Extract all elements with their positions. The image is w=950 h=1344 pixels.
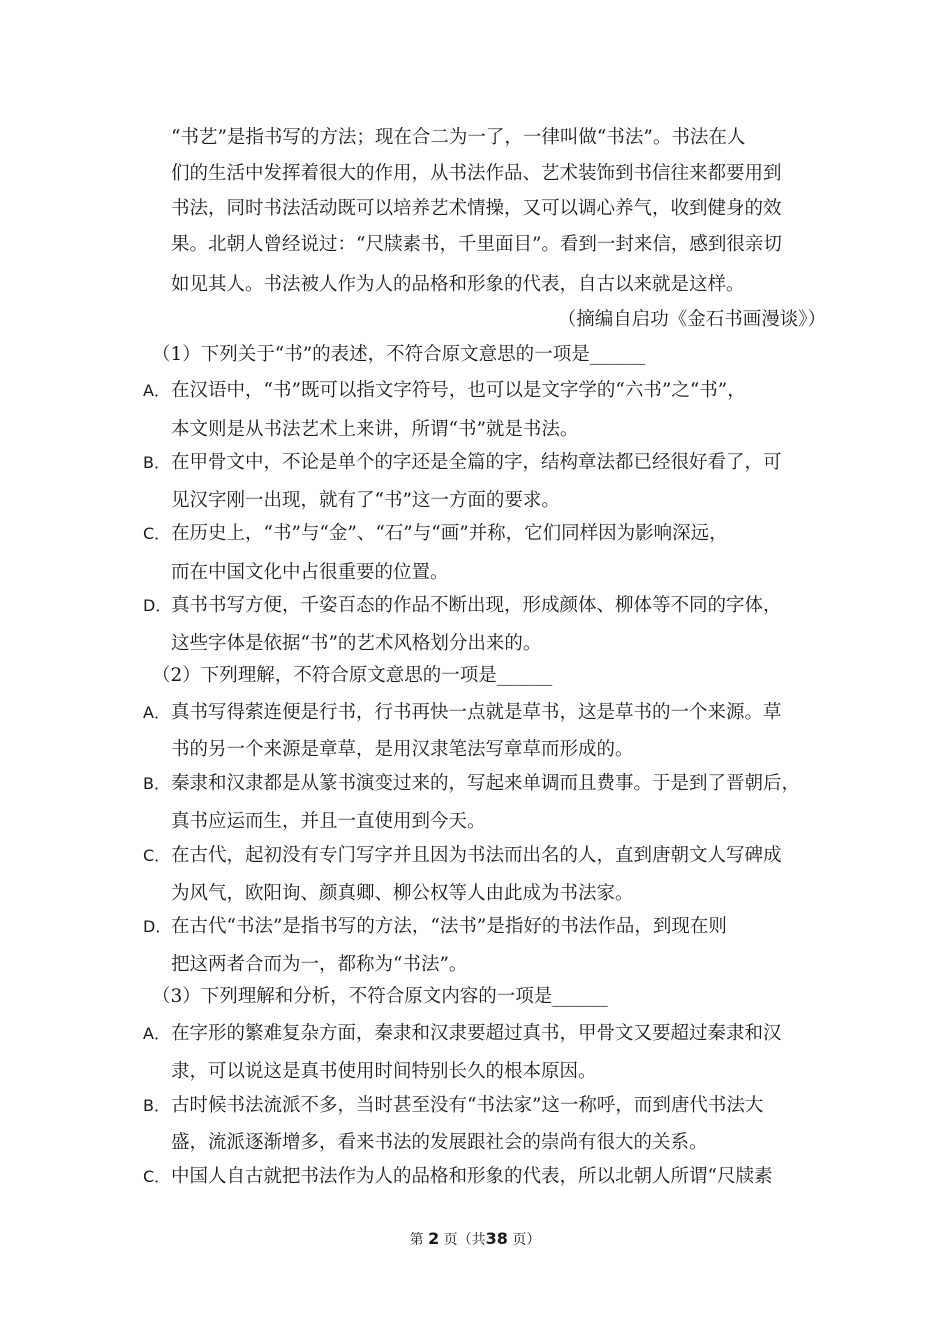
question-3-stem: （3）下列理解和分析，不符合原文内容的一项是______ [152, 986, 608, 1007]
passage-line: 果。北朝人曾经说过：“尺牍素书，千里面目”。看到一封来信，感到很亲切 [171, 234, 782, 255]
q1-option-b-cont: 见汉字刚一出现，就有了“书”这一方面的要求。 [171, 490, 560, 511]
q1-option-d [143, 594, 782, 618]
passage-line: 如见其人。书法被人作为人的品格和形象的代表，自古以来就是这样。 [171, 274, 745, 295]
option-label: A． [143, 703, 170, 722]
passage-line: “书艺”是指书写的方法；现在合二为一了，一律叫做“书法”。书法在人 [171, 127, 746, 148]
option-label: C． [143, 524, 171, 543]
q2-option-d-cont: 把这两者合而为一，都称为“书法”。 [171, 954, 468, 975]
page-footer [0, 1229, 950, 1250]
q3-option-a [143, 1022, 782, 1046]
option-label: B． [143, 1096, 170, 1115]
footer-suffix: 页） [512, 1232, 541, 1248]
option-label: D． [143, 596, 172, 615]
option-label: D． [143, 917, 172, 936]
question-2-stem: （2）下列理解，不符合原文意思的一项是______ [152, 665, 553, 686]
option-text: 在汉语中，“书”既可以指文字符号，也可以是文字学的“六书”之“书”， [171, 380, 746, 401]
q3-option-b [143, 1094, 763, 1118]
option-text: 在历史上，“书”与“金”、“石”与“画”并称，它们同样因为影响深远， [171, 523, 728, 544]
footer-middle: 页（共 [443, 1232, 486, 1248]
option-label: B． [143, 453, 170, 472]
option-label: A． [143, 381, 170, 400]
option-text: 真书书写方便，千姿百态的作品不断出现，形成颜体、柳体等不同的字体， [171, 595, 782, 616]
option-text: 在古代“书法”是指书写的方法，“法书”是指好的书法作品，到现在则 [171, 916, 727, 937]
q1-option-c-cont: 而在中国文化中占很重要的位置。 [171, 562, 449, 583]
option-label: B． [143, 774, 170, 793]
passage-source: （摘编自启功《金石书画漫谈》） [557, 309, 826, 330]
option-label: C． [143, 846, 171, 865]
q1-option-d-cont: 这些字体是依据“书”的艺术风格划分出来的。 [171, 633, 542, 654]
q1-option-a-cont: 本文则是从书法艺术上来讲，所谓“书”就是书法。 [171, 419, 579, 440]
q2-option-a-cont: 书的另一个来源是章草，是用汉隶笔法写章草而形成的。 [171, 739, 634, 760]
page-number: 2 [428, 1229, 440, 1248]
footer-prefix: 第 [409, 1232, 424, 1248]
q2-option-b [143, 772, 800, 796]
q2-option-d [143, 915, 727, 939]
option-text: 真书写得萦连便是行书，行书再快一点就是草书，这是草书的一个来源。草 [171, 702, 782, 723]
option-text: 秦隶和汉隶都是从篆书演变过来的，写起来单调而且费事。于是到了晋朝后， [171, 773, 801, 794]
option-text: 古时候书法流派不多，当时甚至没有“书法家”这一称呼，而到唐代书法大 [171, 1095, 764, 1116]
option-label: A． [143, 1024, 170, 1043]
option-text: 在字形的繁难复杂方面，秦隶和汉隶要超过真书，甲骨文又要超过秦隶和汉 [171, 1023, 782, 1044]
option-text: 在甲骨文中，不论是单个的字还是全篇的字，结构章法都已经很好看了，可 [171, 452, 782, 473]
q3-option-a-cont: 隶，可以说这是真书使用时间特别长久的根本原因。 [171, 1061, 597, 1082]
passage-line: 们的生活中发挥着很大的作用，从书法作品、艺术装饰到书信往来都要用到 [171, 163, 782, 184]
q3-option-b-cont: 盛，流派逐渐增多，看来书法的发展跟社会的崇尚有很大的关系。 [171, 1132, 708, 1153]
passage-line: 书法，同时书法活动既可以培养艺术情操，又可以调心养气，收到健身的效 [171, 198, 782, 219]
q2-option-b-cont: 真书应运而生，并且一直使用到今天。 [171, 811, 486, 832]
q3-option-c [143, 1165, 772, 1189]
q2-option-a [143, 701, 782, 725]
page-total: 38 [485, 1229, 508, 1248]
q2-option-c-cont: 为风气，欧阳询、颜真卿、柳公权等人由此成为书法家。 [171, 883, 634, 904]
option-text: 中国人自古就把书法作为人的品格和形象的代表，所以北朝人所谓“尺牍素 [171, 1166, 773, 1187]
q1-option-b [143, 451, 782, 475]
q1-option-c [143, 522, 728, 546]
option-text: 在古代，起初没有专门写字并且因为书法而出名的人，直到唐朝文人写碑成 [171, 845, 782, 866]
question-1-stem: （1）下列关于“书”的表述，不符合原文意思的一项是______ [152, 344, 646, 365]
option-label: C． [143, 1167, 171, 1186]
q1-option-a [143, 379, 746, 403]
q2-option-c [143, 844, 782, 868]
